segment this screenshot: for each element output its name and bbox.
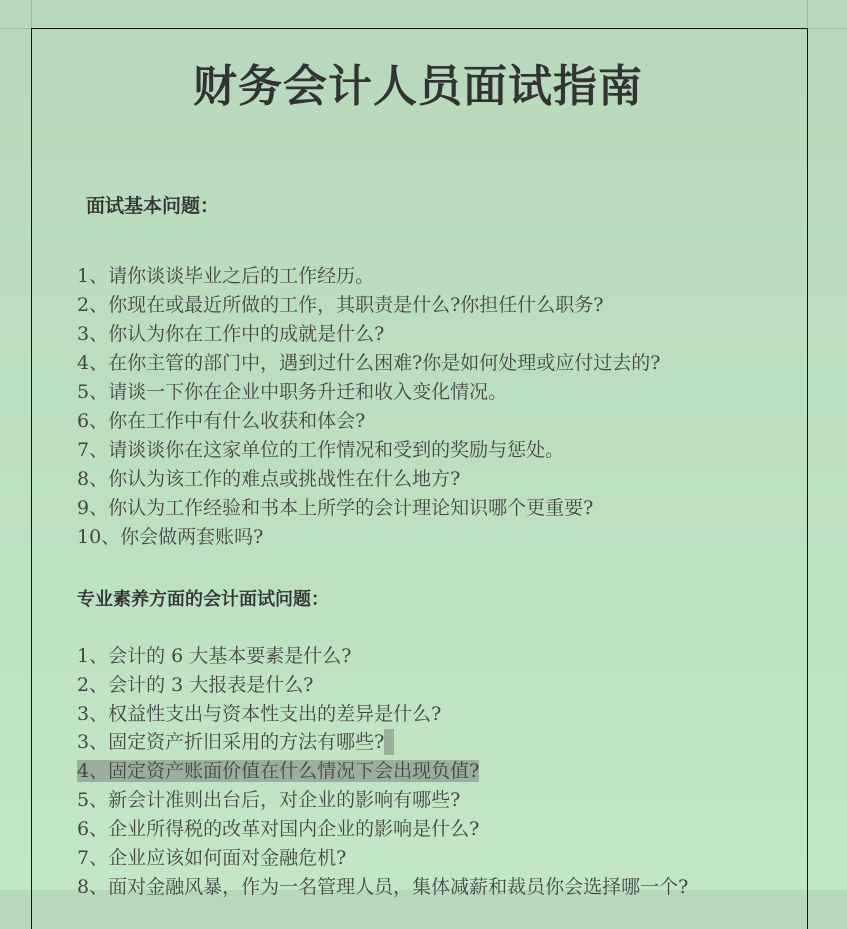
list-item: 6、你在工作中有什么收获和体会? xyxy=(77,410,366,432)
list-item-text: 3、固定资产折旧采用的方法有哪些? xyxy=(77,731,385,753)
list-item: 5、请谈一下你在企业中职务升迁和收入变化情况。 xyxy=(77,381,508,403)
list-item: 3、你认为你在工作中的成就是什么? xyxy=(77,323,385,345)
crop-mark xyxy=(808,28,847,29)
section-heading-basic: 面试基本问题： xyxy=(86,195,220,217)
selected-text[interactable]: 4、固定资产账面价值在什么情况下会出现负值? xyxy=(77,760,480,782)
list-item: 6、企业所得税的改革对国内企业的影响是什么? xyxy=(77,818,480,840)
list-item: 7、请谈谈你在这家单位的工作情况和受到的奖励与惩处。 xyxy=(77,439,565,461)
section-heading-professional: 专业素养方面的会计面试问题： xyxy=(77,589,329,610)
crop-mark xyxy=(31,0,32,28)
crop-mark xyxy=(0,28,31,29)
selection-highlight xyxy=(384,729,394,755)
list-item: 2、你现在或最近所做的工作，其职责是什么?你担任什么职务? xyxy=(77,294,604,316)
crop-mark xyxy=(807,0,808,28)
list-item: 2、会计的 3 大报表是什么? xyxy=(77,674,314,696)
list-item: 10、你会做两套账吗? xyxy=(77,526,264,548)
document-title: 财务会计人员面试指南 xyxy=(193,61,643,112)
list-item: 9、你认为工作经验和书本上所学的会计理论知识哪个更重要? xyxy=(77,497,594,519)
list-item: 8、面对金融风暴，作为一名管理人员，集体减薪和裁员你会选择哪一个? xyxy=(77,876,689,898)
list-item xyxy=(77,729,394,755)
list-item-selected[interactable] xyxy=(77,758,479,784)
list-item: 7、企业应该如何面对金融危机? xyxy=(77,847,347,869)
list-item: 3、权益性支出与资本性支出的差异是什么? xyxy=(77,703,442,725)
list-item: 1、请你谈谈毕业之后的工作经历。 xyxy=(77,265,375,287)
list-item: 4、在你主管的部门中，遇到过什么困难?你是如何处理或应付过去的? xyxy=(77,352,661,374)
list-item: 8、你认为该工作的难点或挑战性在什么地方? xyxy=(77,468,461,490)
list-item: 1、会计的 6 大基本要素是什么? xyxy=(77,645,352,667)
list-item: 5、新会计准则出台后，对企业的影响有哪些? xyxy=(77,789,461,811)
